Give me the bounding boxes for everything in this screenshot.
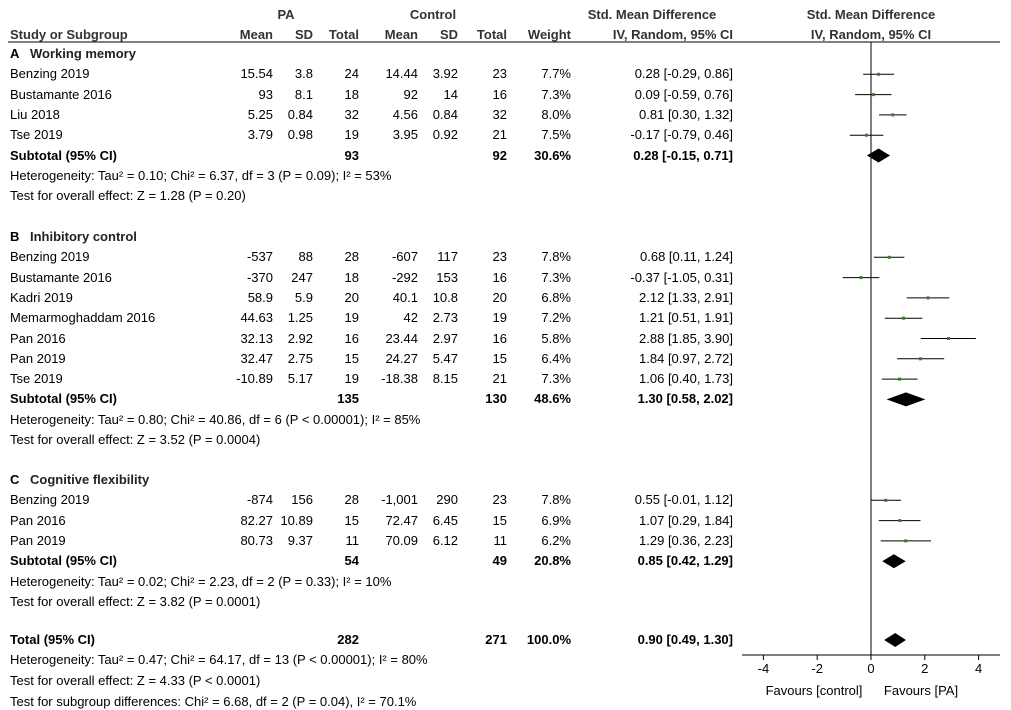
total-diamond bbox=[884, 633, 906, 647]
study-c-mean: 92 bbox=[403, 86, 418, 102]
study-c-sd: 5.47 bbox=[432, 350, 458, 366]
study-pa-sd: 5.9 bbox=[294, 289, 313, 305]
study-name: Liu 2018 bbox=[10, 106, 60, 122]
study-c-sd: 153 bbox=[436, 269, 458, 285]
subtotal-weight: 30.6% bbox=[534, 147, 571, 163]
study-c-sd: 2.73 bbox=[432, 310, 458, 326]
subtotal-pa-n: 135 bbox=[337, 391, 359, 407]
study-c-n: 20 bbox=[492, 289, 507, 305]
study-c-mean: -607 bbox=[391, 249, 418, 265]
group-name-1: Inhibitory control bbox=[30, 229, 137, 244]
x-tick-label: 4 bbox=[974, 661, 983, 676]
study-c-n: 21 bbox=[492, 127, 507, 143]
study-pa-sd: 8.1 bbox=[294, 86, 313, 102]
header-pa-mean: Mean bbox=[239, 27, 273, 42]
total-heterogeneity: Heterogeneity: Tau² = 0.47; Chi² = 64.17, df = 13 (P < 0.00001); I² = 80% bbox=[10, 652, 428, 667]
subtotal-label: Subtotal (95% CI) bbox=[10, 553, 117, 569]
study-c-sd: 6.45 bbox=[432, 512, 458, 528]
study-c-mean: 14.44 bbox=[385, 66, 418, 82]
total-ci: 0.90 [0.49, 1.30] bbox=[637, 632, 733, 647]
study-name: Pan 2016 bbox=[10, 330, 66, 346]
study-c-n: 15 bbox=[492, 512, 507, 528]
study-c-mean: -18.38 bbox=[381, 371, 418, 387]
total-pa-n: 282 bbox=[337, 632, 359, 647]
study-c-sd: 290 bbox=[436, 492, 458, 508]
study-c-mean: 40.1 bbox=[392, 289, 418, 305]
study-name: Tse 2019 bbox=[10, 127, 63, 143]
study-c-n: 32 bbox=[492, 106, 507, 122]
study-weight: 6.8% bbox=[541, 289, 571, 305]
study-weight: 7.7% bbox=[541, 66, 571, 82]
header-control: Control bbox=[409, 7, 457, 22]
study-c-sd: 117 bbox=[437, 249, 458, 265]
study-c-sd: 6.12 bbox=[432, 532, 458, 548]
study-pa-n: 11 bbox=[345, 532, 359, 548]
study-pa-mean: -874 bbox=[246, 492, 273, 508]
study-pa-n: 28 bbox=[344, 249, 359, 265]
study-c-mean: -1,001 bbox=[381, 492, 418, 508]
study-pa-n: 15 bbox=[344, 350, 359, 366]
header-smd-plot: Std. Mean Difference bbox=[806, 7, 936, 22]
subtotal-ci: 0.85 [0.42, 1.29] bbox=[637, 553, 733, 569]
study-pa-n: 16 bbox=[344, 330, 359, 346]
header-pa-total: Total bbox=[328, 27, 359, 42]
header-pa: PA bbox=[277, 7, 295, 22]
study-ci: -0.17 [-0.79, 0.46] bbox=[630, 127, 733, 143]
group-letter-A: A bbox=[10, 46, 20, 61]
total-label: Total (95% CI) bbox=[10, 632, 95, 647]
study-point-10 bbox=[898, 378, 901, 381]
study-c-n: 21 bbox=[492, 371, 507, 387]
study-c-mean: 70.09 bbox=[385, 532, 418, 548]
study-weight: 6.4% bbox=[541, 350, 571, 366]
study-ci: -0.37 [-1.05, 0.31] bbox=[630, 269, 733, 285]
x-tick-label: -2 bbox=[811, 661, 823, 676]
heterogeneity-text: Heterogeneity: Tau² = 0.10; Chi² = 6.37, df = 3 (P = 0.09); I² = 53% bbox=[10, 167, 392, 183]
study-point-7 bbox=[902, 317, 905, 320]
study-pa-n: 15 bbox=[344, 512, 359, 528]
study-c-mean: 24.27 bbox=[385, 350, 418, 366]
study-c-sd: 3.92 bbox=[432, 66, 458, 82]
study-c-mean: 42 bbox=[403, 310, 418, 326]
study-c-n: 23 bbox=[492, 492, 507, 508]
study-pa-sd: 0.98 bbox=[287, 127, 313, 143]
header-smd: Std. Mean Difference bbox=[587, 7, 717, 22]
study-point-12 bbox=[898, 519, 901, 522]
study-c-sd: 10.8 bbox=[432, 289, 458, 305]
header-c-mean: Mean bbox=[384, 27, 418, 42]
study-pa-sd: 156 bbox=[291, 492, 313, 508]
subtotal-ci: 0.28 [-0.15, 0.71] bbox=[633, 147, 733, 163]
study-ci: 0.09 [-0.59, 0.76] bbox=[634, 86, 733, 102]
study-weight: 7.2% bbox=[541, 310, 571, 326]
header-study: Study or Subgroup bbox=[10, 27, 128, 42]
subtotal-c-n: 49 bbox=[492, 553, 507, 569]
study-c-n: 16 bbox=[492, 330, 507, 346]
header-pa-sd: SD bbox=[294, 27, 313, 42]
study-ci: 0.28 [-0.29, 0.86] bbox=[634, 66, 733, 82]
study-point-8 bbox=[947, 337, 950, 340]
study-weight: 5.8% bbox=[541, 330, 571, 346]
subtotal-label: Subtotal (95% CI) bbox=[10, 391, 117, 407]
subtotal-label: Subtotal (95% CI) bbox=[10, 147, 117, 163]
x-tick-label: 0 bbox=[867, 661, 875, 676]
study-weight: 7.3% bbox=[541, 371, 571, 387]
overall-effect-text: Test for overall effect: Z = 3.52 (P = 0.0004) bbox=[10, 432, 261, 447]
study-ci: 0.68 [0.11, 1.24] bbox=[640, 249, 733, 265]
study-pa-mean: 80.73 bbox=[240, 532, 273, 548]
study-ci: 1.07 [0.29, 1.84] bbox=[639, 512, 733, 528]
study-c-mean: 3.95 bbox=[392, 127, 418, 143]
study-pa-n: 32 bbox=[344, 106, 359, 122]
study-ci: 1.29 [0.36, 2.23] bbox=[639, 532, 733, 548]
study-name: Bustamante 2016 bbox=[10, 86, 112, 102]
study-pa-sd: 2.92 bbox=[287, 330, 313, 346]
study-point-4 bbox=[888, 256, 891, 259]
study-pa-mean: 32.13 bbox=[240, 330, 273, 346]
study-c-mean: -292 bbox=[391, 269, 418, 285]
study-c-n: 15 bbox=[492, 350, 507, 366]
study-ci: 1.84 [0.97, 2.72] bbox=[639, 350, 733, 366]
study-c-sd: 14 bbox=[443, 86, 458, 102]
study-pa-n: 19 bbox=[344, 127, 359, 143]
overall-effect-text: Test for overall effect: Z = 3.82 (P = 0.0001) bbox=[10, 593, 261, 609]
study-pa-n: 28 bbox=[344, 492, 359, 508]
study-ci: 0.55 [-0.01, 1.12] bbox=[634, 492, 733, 508]
study-c-n: 23 bbox=[492, 249, 507, 265]
study-pa-n: 20 bbox=[344, 289, 359, 305]
study-point-11 bbox=[884, 499, 887, 502]
group-name-0: Working memory bbox=[30, 46, 136, 61]
study-pa-sd: 5.17 bbox=[287, 371, 313, 387]
study-pa-mean: 3.79 bbox=[247, 127, 273, 143]
study-c-sd: 8.15 bbox=[432, 371, 458, 387]
study-c-mean: 72.47 bbox=[385, 512, 418, 528]
overall-effect-text: Test for overall effect: Z = 1.28 (P = 0.20) bbox=[10, 188, 246, 204]
study-name: Pan 2019 bbox=[10, 532, 66, 548]
study-pa-mean: 44.63 bbox=[240, 310, 273, 326]
study-pa-sd: 2.75 bbox=[287, 350, 313, 366]
subtotal-diamond-A bbox=[867, 149, 890, 163]
study-ci: 2.88 [1.85, 3.90] bbox=[639, 330, 733, 346]
study-c-mean: 4.56 bbox=[392, 106, 418, 122]
study-pa-sd: 1.25 bbox=[287, 310, 313, 326]
study-pa-mean: 5.25 bbox=[247, 106, 273, 122]
study-weight: 7.5% bbox=[541, 127, 571, 143]
study-pa-n: 24 bbox=[344, 66, 359, 82]
study-ci: 2.12 [1.33, 2.91] bbox=[639, 289, 733, 305]
favours-control-label: Favours [control] bbox=[765, 683, 863, 698]
study-name: Bustamante 2016 bbox=[10, 269, 112, 285]
study-weight: 7.3% bbox=[541, 86, 571, 102]
study-pa-mean: 32.47 bbox=[240, 350, 273, 366]
study-name: Benzing 2019 bbox=[10, 249, 90, 265]
study-pa-mean: 58.9 bbox=[247, 289, 273, 305]
header-weight: Weight bbox=[527, 27, 571, 42]
study-ci: 1.21 [0.51, 1.91] bbox=[639, 310, 733, 326]
subtotal-pa-n: 93 bbox=[344, 147, 359, 163]
study-name: Pan 2016 bbox=[10, 512, 66, 528]
group-letter-B: B bbox=[10, 229, 20, 244]
study-point-9 bbox=[919, 357, 922, 360]
study-c-sd: 2.97 bbox=[432, 330, 458, 346]
subtotal-c-n: 130 bbox=[485, 391, 507, 407]
study-pa-n: 19 bbox=[344, 310, 359, 326]
study-c-n: 19 bbox=[492, 310, 507, 326]
study-pa-n: 18 bbox=[344, 269, 359, 285]
header-c-sd: SD bbox=[439, 27, 458, 42]
heterogeneity-text: Heterogeneity: Tau² = 0.80; Chi² = 40.86, df = 6 (P < 0.00001); I² = 85% bbox=[10, 411, 421, 427]
header-ci-plot: IV, Random, 95% CI bbox=[810, 27, 932, 42]
study-pa-mean: 15.54 bbox=[240, 66, 273, 82]
study-weight: 8.0% bbox=[541, 106, 571, 122]
subtotal-diamond-C bbox=[882, 554, 905, 568]
total-overall-effect: Test for overall effect: Z = 4.33 (P < 0.0001) bbox=[10, 673, 261, 688]
study-c-n: 11 bbox=[493, 532, 507, 548]
study-c-mean: 23.44 bbox=[385, 330, 418, 346]
x-tick-label: -4 bbox=[757, 661, 770, 676]
total-weight: 100.0% bbox=[526, 632, 571, 647]
study-pa-sd: 3.8 bbox=[294, 66, 313, 82]
study-name: Tse 2019 bbox=[10, 371, 63, 387]
study-name: Benzing 2019 bbox=[10, 492, 90, 508]
total-subgroup-diff: Test for subgroup differences: Chi² = 6.68, df = 2 (P = 0.04), I² = 70.1% bbox=[10, 694, 417, 709]
subtotal-weight: 48.6% bbox=[534, 391, 571, 407]
study-pa-sd: 9.37 bbox=[287, 532, 313, 548]
study-weight: 7.8% bbox=[541, 492, 571, 508]
study-name: Pan 2019 bbox=[10, 350, 66, 366]
group-name-2: Cognitive flexibility bbox=[30, 472, 150, 487]
study-c-n: 23 bbox=[492, 66, 507, 82]
study-weight: 7.3% bbox=[541, 269, 571, 285]
study-point-1 bbox=[872, 93, 875, 96]
study-point-2 bbox=[891, 113, 894, 116]
study-weight: 6.9% bbox=[541, 512, 571, 528]
study-pa-n: 18 bbox=[344, 86, 359, 102]
header-c-total: Total bbox=[476, 27, 507, 42]
study-pa-sd: 247 bbox=[291, 269, 313, 285]
study-point-13 bbox=[904, 539, 907, 542]
study-c-n: 16 bbox=[492, 86, 507, 102]
study-name: Kadri 2019 bbox=[10, 289, 73, 305]
total-c-n: 271 bbox=[485, 632, 507, 647]
header-ci: IV, Random, 95% CI bbox=[612, 27, 733, 42]
subtotal-diamond-B bbox=[887, 392, 926, 406]
study-name: Benzing 2019 bbox=[10, 66, 90, 82]
study-pa-mean: 93 bbox=[258, 86, 273, 102]
subtotal-c-n: 92 bbox=[492, 147, 507, 163]
study-c-sd: 0.92 bbox=[432, 127, 458, 143]
study-weight: 6.2% bbox=[541, 532, 571, 548]
subtotal-ci: 1.30 [0.58, 2.02] bbox=[637, 391, 733, 407]
group-letter-C: C bbox=[10, 472, 20, 487]
study-weight: 7.8% bbox=[541, 249, 571, 265]
study-ci: 0.81 [0.30, 1.32] bbox=[639, 106, 733, 122]
study-pa-mean: 82.27 bbox=[240, 512, 273, 528]
study-pa-mean: -537 bbox=[246, 249, 273, 265]
study-point-6 bbox=[927, 296, 930, 299]
study-c-sd: 0.84 bbox=[432, 106, 458, 122]
study-pa-sd: 0.84 bbox=[287, 106, 313, 122]
subtotal-pa-n: 54 bbox=[344, 553, 359, 569]
study-pa-sd: 10.89 bbox=[280, 512, 313, 528]
favours-pa-label: Favours [PA] bbox=[883, 683, 959, 698]
study-point-0 bbox=[877, 73, 880, 76]
study-pa-mean: -10.89 bbox=[236, 371, 273, 387]
study-point-5 bbox=[860, 276, 863, 279]
study-pa-sd: 88 bbox=[298, 249, 313, 265]
study-name: Memarmoghaddam 2016 bbox=[10, 310, 156, 326]
study-pa-n: 19 bbox=[344, 371, 359, 387]
study-pa-mean: -370 bbox=[246, 269, 273, 285]
study-ci: 1.06 [0.40, 1.73] bbox=[639, 371, 733, 387]
study-c-n: 16 bbox=[492, 269, 507, 285]
heterogeneity-text: Heterogeneity: Tau² = 0.02; Chi² = 2.23, df = 2 (P = 0.33); I² = 10% bbox=[10, 573, 392, 589]
x-tick-label: 2 bbox=[921, 661, 929, 676]
study-point-3 bbox=[865, 134, 868, 137]
subtotal-weight: 20.8% bbox=[534, 553, 571, 569]
